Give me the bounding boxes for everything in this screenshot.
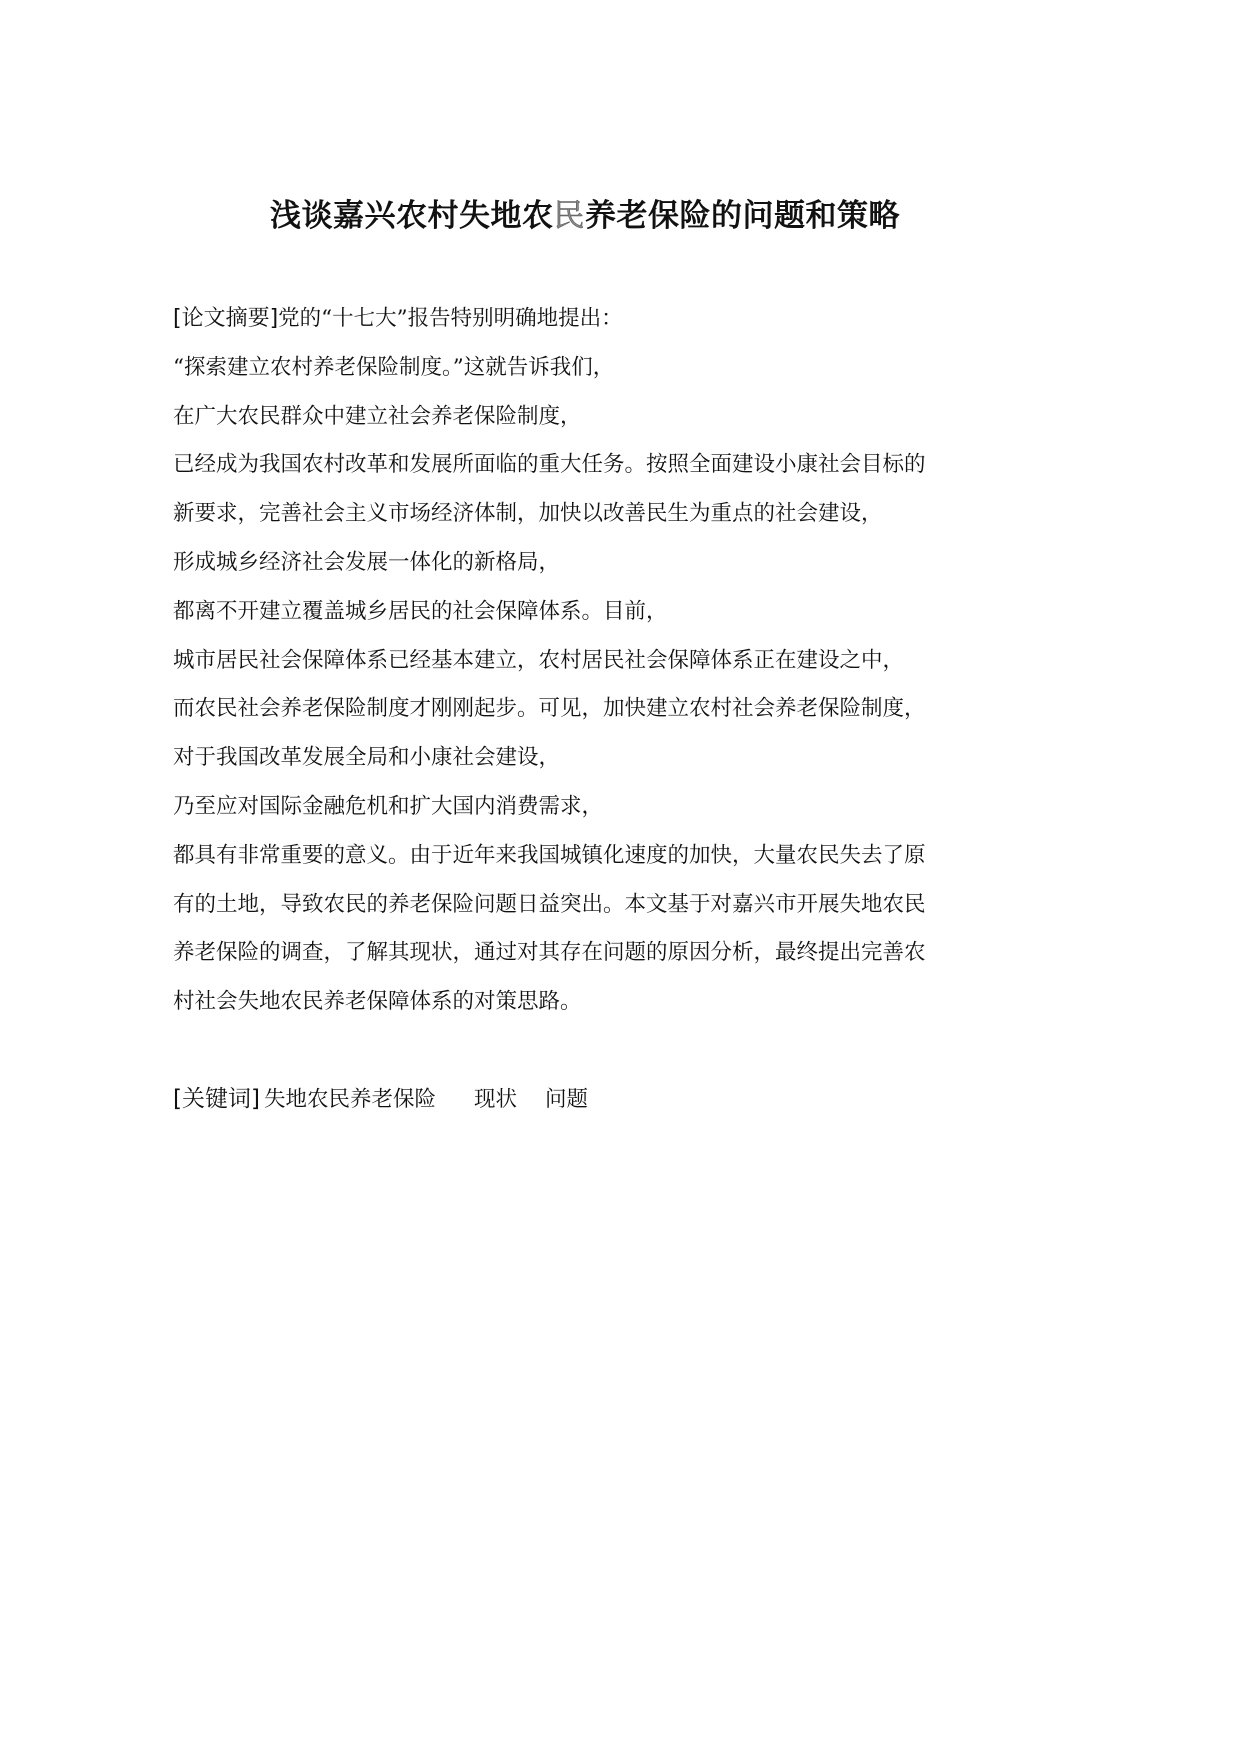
abstract-line: 村社会失地农民养老保障体系的对策思路。	[173, 989, 582, 1015]
abstract-line: 在广大农民群众中建立社会养老保险制度，	[173, 403, 582, 429]
abstract-line: 都离不开建立覆盖城乡居民的社会保障体系。目前，	[173, 598, 668, 624]
keyword-item: 问题	[544, 1087, 588, 1112]
abstract-line: 而农民社会养老保险制度才刚刚起步。可见，加快建立农村社会养老保险制度，	[173, 696, 926, 722]
abstract-first-line: 党的“十七大”报告特别明确地提出：	[278, 306, 623, 331]
keyword-item: 现状	[473, 1087, 517, 1112]
abstract-line: “探索建立农村养老保险制度。”这就告诉我们，	[173, 354, 615, 380]
abstract-line: 已经成为我国农村改革和发展所面临的重大任务。按照全面建设小康社会目标的	[173, 452, 926, 478]
abstract-line: 新要求，完善社会主义市场经济体制，加快以改善民生为重点的社会建设，	[173, 501, 883, 527]
title-text-end: 养老保险的问题和策略	[585, 198, 900, 234]
abstract-line: 都具有非常重要的意义。由于近年来我国城镇化速度的加快，大量农民失去了原	[173, 842, 926, 868]
title-text-start: 浅谈嘉兴农村失地农	[270, 198, 554, 234]
abstract-line: 乃至应对国际金融危机和扩大国内消费需求，	[173, 793, 604, 819]
abstract-line	[173, 300, 1073, 349]
abstract-line: 形成城乡经济社会发展一体化的新格局，	[173, 549, 561, 575]
keyword-item: 失地农民养老保险	[263, 1087, 436, 1112]
abstract-line: 对于我国改革发展全局和小康社会建设，	[173, 745, 561, 771]
abstract-line: 城市居民社会保障体系已经基本建立，农村居民社会保障体系正在建设之中，	[173, 647, 905, 673]
keywords-label: [关键词]	[173, 1086, 260, 1112]
abstract-label: [论文摘要]	[173, 306, 279, 331]
abstract-section	[173, 300, 1073, 1032]
keywords-section	[173, 1080, 588, 1119]
document-title	[0, 190, 1170, 235]
abstract-line: 有的土地，导致农民的养老保险问题日益突出。本文基于对嘉兴市开展失地农民	[173, 891, 926, 917]
title-text-highlight: 民	[553, 198, 585, 234]
abstract-line: 养老保险的调查，了解其现状，通过对其存在问题的原因分析，最终提出完善农	[173, 940, 926, 966]
